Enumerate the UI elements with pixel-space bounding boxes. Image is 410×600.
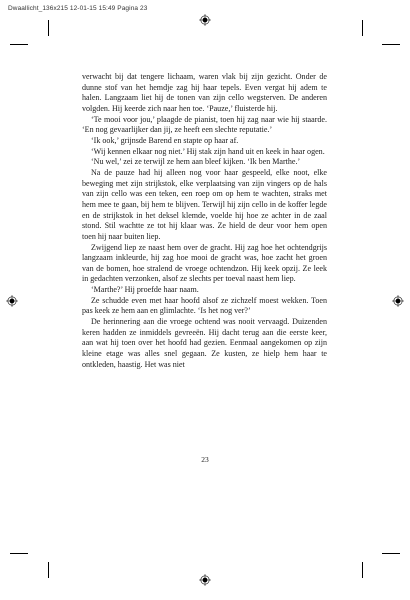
crop-mark — [362, 20, 363, 36]
crop-mark — [362, 562, 363, 578]
crop-mark — [382, 44, 400, 45]
paragraph: De herinnering aan die vroege ochtend was nooit vervaagd. Duizenden keren hadden ze inmiddels gevreeën. Hij dacht terug aan die eerste keer, aan wat hij toen over het hoofd had gezien. Eenmaal aangekomen op zijn kleine etage was alles snel gegaan. Ze kusten, ze hielp hem haar te ontkleden, haastig. Het was niet — [82, 317, 327, 369]
crop-mark — [10, 553, 28, 554]
paragraph: Ze schudde even met haar hoofd alsof ze zichzelf moest wekken. Toen pas keek ze hem aan en glimlachte. ‘Is het nog ver?’ — [82, 295, 327, 316]
print-slug: Dwaallicht_136x215 12-01-15 15:49 Pagina 23 — [8, 5, 148, 12]
paragraph: ‘Ik ook,’ grijnsde Barend en stapte op haar af. — [91, 135, 239, 145]
paragraph: ‘Te mooi voor jou,’ plaagde de pianist, toen hij zag naar wie hij staarde. ‘En nog gevaarlijker dan jij, ze heeft een slechte reputatie.’ — [82, 114, 327, 135]
crop-mark — [48, 562, 49, 578]
crop-mark — [382, 553, 400, 554]
crop-mark — [48, 20, 49, 36]
crop-mark — [10, 44, 28, 45]
body-text — [82, 72, 327, 370]
paragraph: Zwijgend liep ze naast hem over de gracht. Hij zag hoe het ochtendgrijs langzaam inkleurde, hij zag hoe mooi de gracht was, hoe zacht het groen van de bomen, hoe stralend de vroege ochtendzon. Hij keek opzij. Ze leek in gedachten verzonken, alsof ze slechts per toeval naast hem liep. — [82, 242, 327, 284]
registration-mark-icon — [199, 574, 211, 586]
paragraph: ‘Marthe?’ Hij proefde haar naam. — [91, 285, 199, 295]
paragraph: ‘Nu wel,’ zei ze terwijl ze hem aan bleef kijken. ‘Ik ben Marthe.’ — [91, 157, 301, 167]
registration-mark-icon — [199, 14, 211, 26]
registration-mark-icon — [392, 295, 404, 307]
page-number: 23 — [201, 455, 209, 464]
paragraph: ‘Wij kennen elkaar nog niet.’ Hij stak zijn hand uit en keek in haar ogen. — [91, 146, 325, 156]
paragraph: verwacht bij dat tengere lichaam, waren vlak bij zijn gezicht. Onder de dunne stof van het hemdje zag hij haar tepels. Even vergat hij adem te halen. Langzaam liet hij de tonen van zijn cello wegsterven. De anderen volgden. Hij keerde zich naar hen toe. ‘Pauze,’ fluisterde hij. — [82, 72, 327, 113]
registration-mark-icon — [6, 295, 18, 307]
paragraph: Na de pauze had hij alleen nog voor haar gespeeld, elke noot, elke beweging met zijn strijkstok, elke verplaatsing van zijn vingers op de hals van zijn cello was een teken, een roep om op hem te wachten, straks met hem mee te gaan, bij hem te blijven. Terwijl hij zijn cello in de koffer legde en de strijkstok in het deksel klemde, voelde hij hoe ze achter in de zaal stond. Stil wachtte ze tot hij klaar was. Ze hield de deur voor hem open toen hij naar buiten liep. — [82, 167, 327, 241]
